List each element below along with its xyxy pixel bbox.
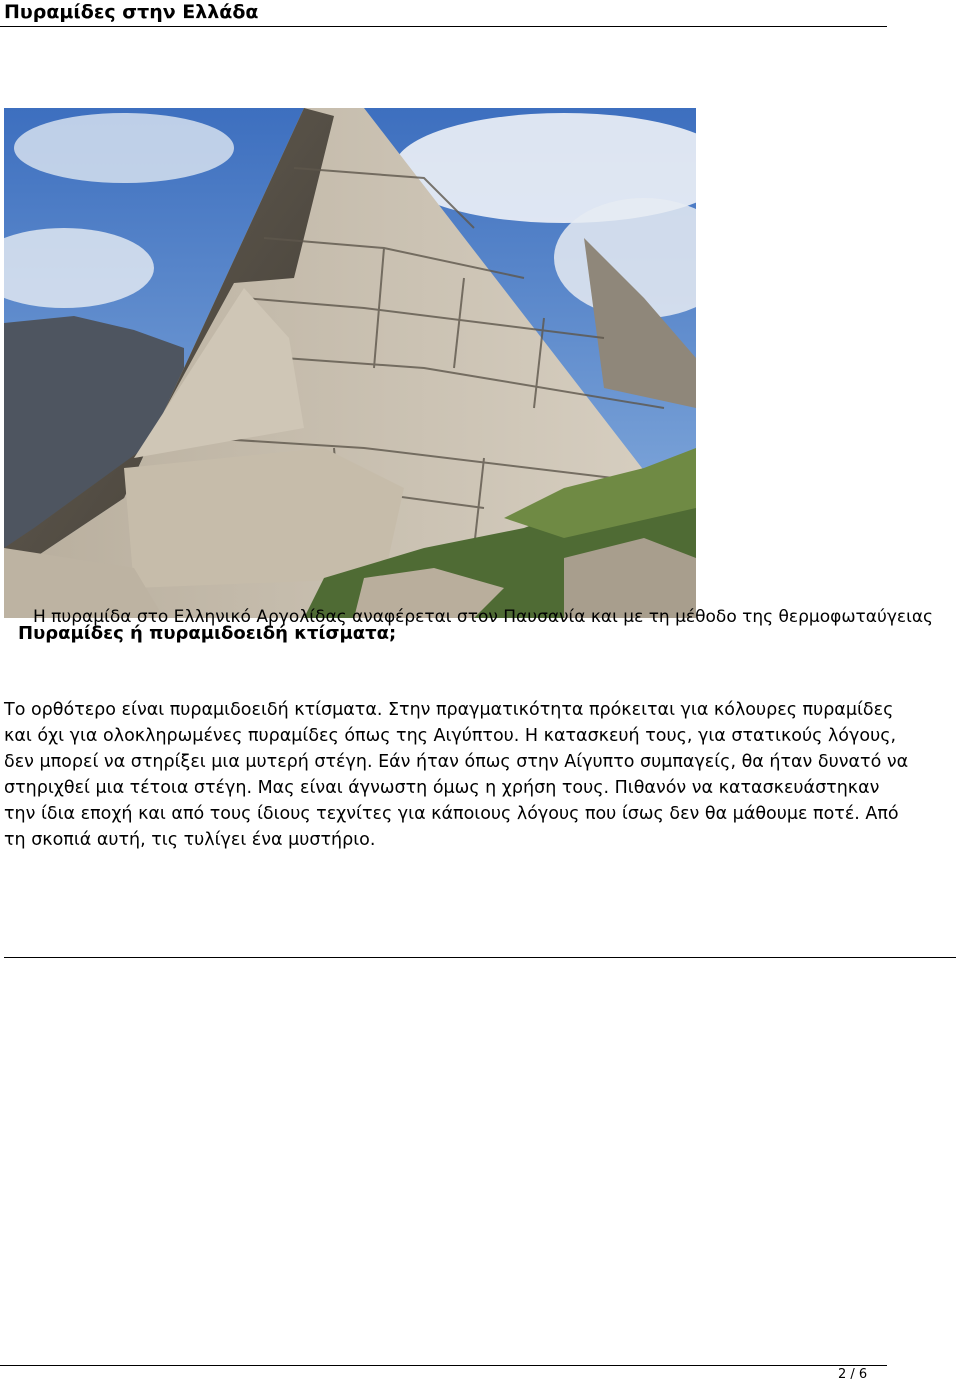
content-divider [4, 957, 956, 958]
footer-divider [0, 1365, 887, 1366]
page-number: 2 / 6 [838, 1367, 868, 1382]
header-divider [0, 26, 887, 27]
page-header-title: Πυραμίδες στην Ελλάδα [4, 1, 259, 23]
section-heading: Πυραμίδες ή πυραμιδοειδή κτίσματα; [18, 623, 397, 644]
figure-caption: Η πυραμίδα στο Ελληνικό Αργολίδας αναφέρεται στον Παυσανία και με τη μέθοδο της θερμοφωταύγειας [33, 607, 934, 627]
pyramid-photo [4, 108, 696, 618]
body-paragraph: Το ορθότερο είναι πυραμιδοειδή κτίσματα. Στην πραγματικότητα πρόκειται για κόλουρες πυραμίδες και όχι για ολοκληρωμένες πυραμίδες όπως της Αιγύπτου. Η κατασκευή τους, για στατικούς λόγους, δεν μπορεί να στηρίξει μια μυτερή στέγη. Εάν ήταν όπως στην Αίγυπτο συμπαγείς, θα ήταν δυνατό να στηριχθεί μια τέτοια στέγη. Μας είναι άγνωστη όμως η χρήση τους. Πιθανόν να κατασκευάστηκαν την ίδια εποχή και από τους ίδιους τεχνίτες για κάποιους λόγους που ίσως δεν θα μάθουμε ποτέ. Από τη σκοπιά αυτή, τις τυλίγει ένα μυστήριο. [4, 700, 909, 850]
